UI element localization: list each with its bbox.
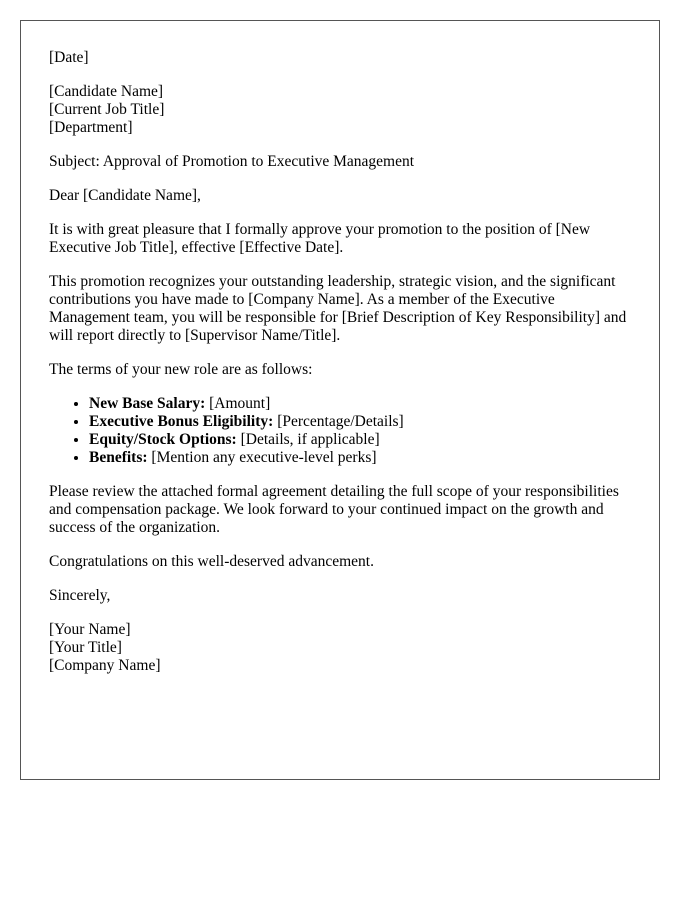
list-item bbox=[89, 395, 631, 413]
signature-company: [Company Name] bbox=[49, 657, 161, 674]
signature-name: [Your Name] bbox=[49, 621, 131, 638]
term-value: [Amount] bbox=[205, 395, 271, 412]
subject-line: Subject: Approval of Promotion to Executive Management bbox=[49, 153, 415, 170]
recipient-name: [Candidate Name] bbox=[49, 83, 164, 100]
paragraph-review: Please review the attached formal agreement detailing the full scope of your responsibilities and compensation package. We look forward to your continued impact on the growth and success of the organization. bbox=[49, 483, 619, 536]
paragraph-terms-intro: The terms of your new role are as follows: bbox=[49, 361, 313, 378]
date-block bbox=[49, 49, 631, 67]
paragraph-recognition: This promotion recognizes your outstanding leadership, strategic vision, and the significant contributions you have made to [Company Name]. As a member of the Executive Management team, you will be responsible for [Brief Description of Key Responsibility] and will report directly to [Supervisor Name/Title]. bbox=[49, 273, 627, 344]
recipient-title: [Current Job Title] bbox=[49, 101, 165, 118]
recipient-department: [Department] bbox=[49, 119, 133, 136]
list-item bbox=[89, 431, 631, 449]
list-item bbox=[89, 449, 631, 467]
closing: Sincerely, bbox=[49, 587, 111, 604]
signature-block bbox=[49, 621, 631, 675]
paragraph-congratulations: Congratulations on this well-deserved advancement. bbox=[49, 553, 374, 570]
term-label: Equity/Stock Options: bbox=[89, 431, 237, 448]
letter-document bbox=[20, 20, 660, 780]
term-value: [Details, if applicable] bbox=[236, 431, 380, 448]
list-item bbox=[89, 413, 631, 431]
salutation: Dear [Candidate Name], bbox=[49, 187, 201, 204]
signature-title: [Your Title] bbox=[49, 639, 122, 656]
paragraph-approval: It is with great pleasure that I formally approve your promotion to the position of [New Executive Job Title], effective [Effective Date]. bbox=[49, 221, 591, 256]
term-label: Benefits: bbox=[89, 449, 148, 466]
term-value: [Mention any executive-level perks] bbox=[147, 449, 377, 466]
terms-list bbox=[49, 395, 631, 467]
term-value: [Percentage/Details] bbox=[273, 413, 404, 430]
term-label: Executive Bonus Eligibility: bbox=[89, 413, 274, 430]
term-label: New Base Salary: bbox=[89, 395, 206, 412]
recipient-block bbox=[49, 83, 631, 137]
letter-date: [Date] bbox=[49, 49, 89, 66]
